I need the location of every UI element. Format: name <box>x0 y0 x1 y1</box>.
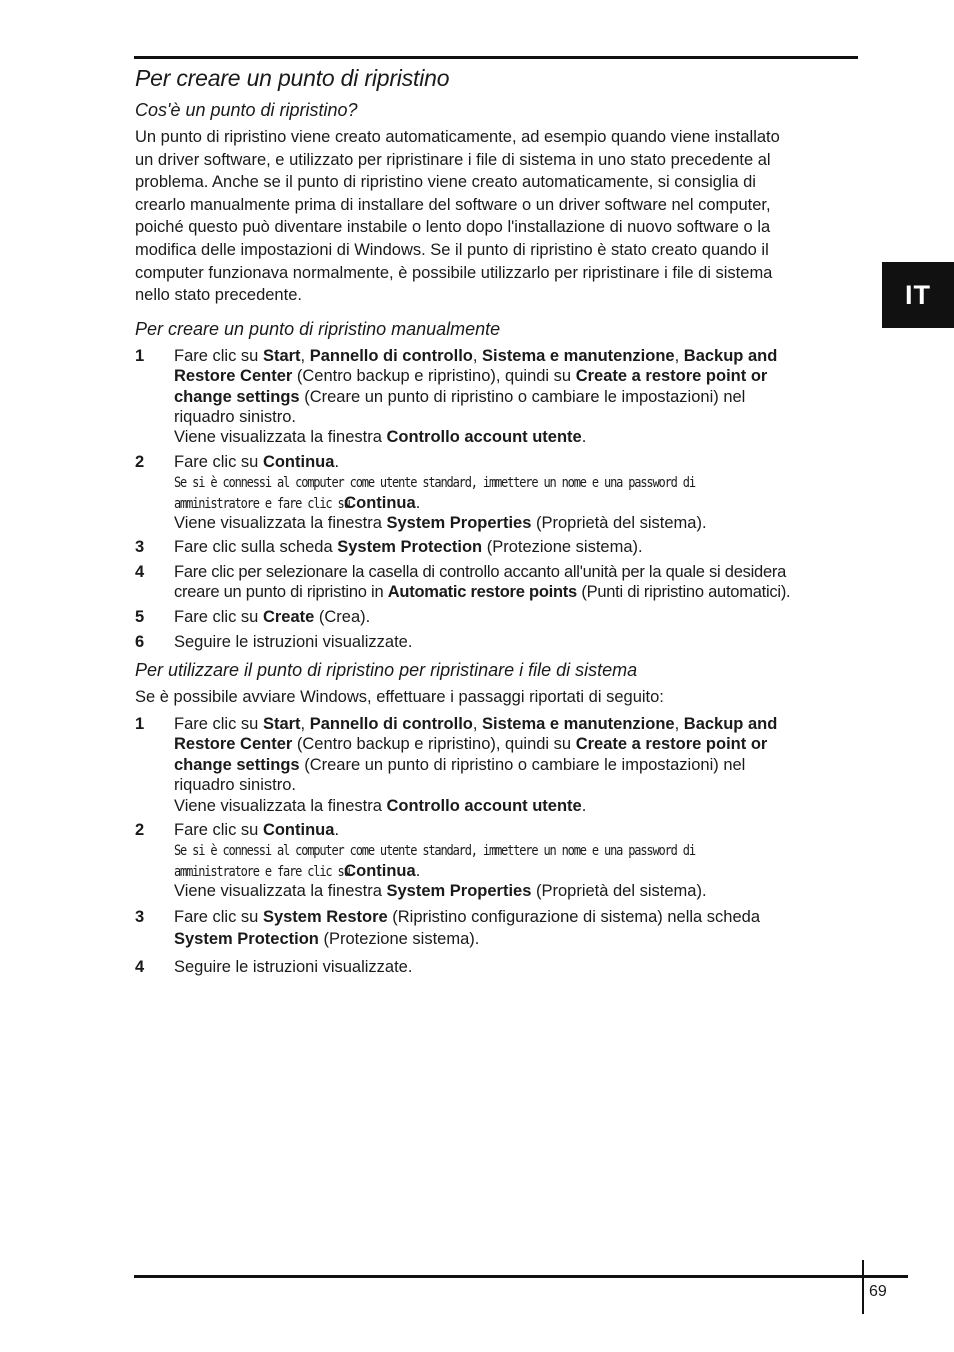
step-number: 2 <box>135 452 145 471</box>
ui-term: System Properties <box>386 882 532 901</box>
step-text: . <box>334 452 340 471</box>
ui-term: Continua <box>344 493 416 512</box>
step-text: riquadro sinistro. <box>174 776 296 795</box>
step-text: Fare clic su <box>174 907 263 926</box>
step-number: 4 <box>135 562 144 581</box>
ui-term: change settings <box>174 387 300 406</box>
ui-term: System Properties <box>386 513 532 532</box>
step-text: (Protezione sistema). <box>482 538 643 557</box>
step-text: , <box>674 715 684 733</box>
step-number: 3 <box>135 907 145 926</box>
step-number: 6 <box>135 633 145 651</box>
step-text: (Protezione sistema). <box>318 929 480 948</box>
step-number: 1 <box>135 346 145 365</box>
restore-steps-list <box>135 714 859 977</box>
step-item <box>135 957 859 977</box>
step-text: (Proprietà del sistema). <box>531 882 707 901</box>
step-text: (Punti di ripristino automatici). <box>576 583 791 602</box>
subheading-manual: Per creare un punto di ripristino manualmente <box>135 318 501 339</box>
step-text: , <box>674 346 684 365</box>
step-text: , <box>300 715 310 733</box>
para-line: crearlo manualmente prima di installare del software o un driver software nel computer, <box>135 195 771 214</box>
step-text: Viene visualizzata la finestra <box>174 796 387 815</box>
language-tab <box>882 262 954 328</box>
step-text: (Ripristino configurazione di sistema) nella scheda <box>387 907 761 926</box>
page-content <box>135 62 859 977</box>
step-text: riquadro sinistro. <box>174 407 296 426</box>
step-text: , <box>472 715 483 733</box>
note-text: Se si è connessi al computer come utente standard, immettere un nome e una password di <box>174 842 695 860</box>
ui-term: Restore Center <box>174 367 293 386</box>
step-text: Fare clic sulla scheda <box>174 538 338 557</box>
note-text: amministratore e fare clic su <box>174 862 350 880</box>
ui-term: System Restore <box>262 907 388 926</box>
para-line: Un punto di ripristino viene creato automaticamente, ad esempio quando viene installato <box>135 128 780 146</box>
note-line <box>174 493 859 513</box>
step-text: Viene visualizzata la finestra <box>174 513 387 532</box>
step-number: 1 <box>135 715 145 733</box>
step-number: 2 <box>135 821 145 840</box>
footer-divider <box>862 1260 864 1314</box>
ui-term: Controllo account utente <box>386 428 582 447</box>
ui-term: Create a restore point or <box>575 735 768 754</box>
step-item <box>135 607 859 627</box>
para-line: poiché questo può diventare instabile o lento dopo l'installazione di nuovo software o la <box>135 218 771 237</box>
ui-term: Create <box>262 607 315 626</box>
note-line <box>174 840 859 860</box>
ui-term: Backup and <box>683 346 778 365</box>
ui-term: System Protection <box>174 929 319 948</box>
intro-paragraph <box>135 126 859 307</box>
section-title: Per creare un punto di ripristino <box>135 65 450 91</box>
step-text: Fare clic su <box>174 452 263 471</box>
step-text: Fare clic su <box>174 607 263 626</box>
manual-steps-list <box>135 346 859 653</box>
footer-rule <box>134 1275 908 1278</box>
ui-term: change settings <box>174 755 300 774</box>
ui-term: Continua <box>262 452 335 471</box>
step-text: , <box>300 346 310 365</box>
step-number: 4 <box>135 957 145 976</box>
language-tab-label: IT <box>905 279 931 310</box>
ui-term: Backup and <box>683 715 778 733</box>
step-text: Fare clic per selezionare la casella di controllo accanto all'unità per la quale si desidera <box>174 562 787 581</box>
ui-term: Start <box>262 346 301 365</box>
step-text: (Proprietà del sistema). <box>531 513 707 532</box>
use-intro: Se è possibile avviare Windows, effettuare i passaggi riportati di seguito: <box>135 688 664 707</box>
step-text: . <box>415 861 421 880</box>
step-item <box>135 346 859 448</box>
ui-term: Controllo account utente <box>386 796 582 815</box>
ui-term: Pannello di controllo <box>309 715 473 733</box>
step-text: . <box>415 493 421 512</box>
step-item <box>135 632 859 652</box>
step-number: 5 <box>135 607 145 626</box>
para-line: computer funzionava normalmente, è possibile utilizzarlo per ripristinare i file di sistema <box>135 263 773 282</box>
step-item <box>135 452 859 534</box>
step-text: (Creare un punto di ripristino o cambiare le impostazioni) nel <box>299 755 746 774</box>
step-number: 3 <box>135 538 145 557</box>
ui-term: Start <box>262 715 301 733</box>
ui-term: Create a restore point or <box>575 367 768 386</box>
subheading-what-is: Cos'è un punto di ripristino? <box>135 100 358 120</box>
step-text: Seguire le istruzioni visualizzate. <box>174 957 413 976</box>
step-text: (Centro backup e ripristino), quindi su <box>292 367 576 386</box>
step-item <box>135 562 859 603</box>
step-text: Seguire le istruzioni visualizzate. <box>174 633 413 651</box>
step-item <box>135 537 859 557</box>
step-text: (Centro backup e ripristino), quindi su <box>292 735 576 754</box>
step-item <box>135 820 859 902</box>
note-line <box>174 861 859 881</box>
step-text: Viene visualizzata la finestra <box>174 882 387 901</box>
ui-term: Automatic restore points <box>387 583 577 602</box>
step-text: Fare clic su <box>174 821 263 840</box>
step-text: creare un punto di ripristino in <box>174 583 388 602</box>
note-line <box>174 472 859 492</box>
page-number: 69 <box>869 1283 887 1300</box>
ui-term: Continua <box>344 861 416 880</box>
subheading-use-restore: Per utilizzare il punto di ripristino per ripristinare i file di sistema <box>135 660 638 681</box>
step-text: Viene visualizzata la finestra <box>174 428 387 447</box>
step-text: . <box>334 821 340 840</box>
ui-term: Sistema e manutenzione <box>482 346 675 365</box>
ui-term: Pannello di controllo <box>309 346 473 365</box>
step-text: . <box>581 428 587 447</box>
step-item <box>135 714 859 816</box>
ui-term: Continua <box>262 821 335 840</box>
step-text: , <box>472 346 483 365</box>
para-line: un driver software, e utilizzato per ripristinare i file di sistema in uno stato precedente al <box>135 150 771 169</box>
para-line: nello stato precedente. <box>135 286 302 305</box>
note-text: amministratore e fare clic su <box>174 494 350 512</box>
ui-term: Sistema e manutenzione <box>482 715 675 733</box>
step-item <box>135 906 859 950</box>
ui-term: Restore Center <box>174 735 293 754</box>
para-line: problema. Anche se il punto di ripristino viene creato automaticamente, si consiglia di <box>135 173 756 192</box>
step-text: (Crea). <box>314 607 371 626</box>
step-text: . <box>581 796 587 815</box>
ui-term: System Protection <box>337 538 483 557</box>
top-rule <box>134 56 858 59</box>
note-text: Se si è connessi al computer come utente standard, immettere un nome e una password di <box>174 474 695 492</box>
step-text: Fare clic su <box>174 346 263 365</box>
para-line: modifica delle impostazioni di Windows. Se il punto di ripristino è stato creato quando il <box>135 240 769 259</box>
step-text: Fare clic su <box>174 715 263 733</box>
step-text: (Creare un punto di ripristino o cambiare le impostazioni) nel <box>299 387 746 406</box>
